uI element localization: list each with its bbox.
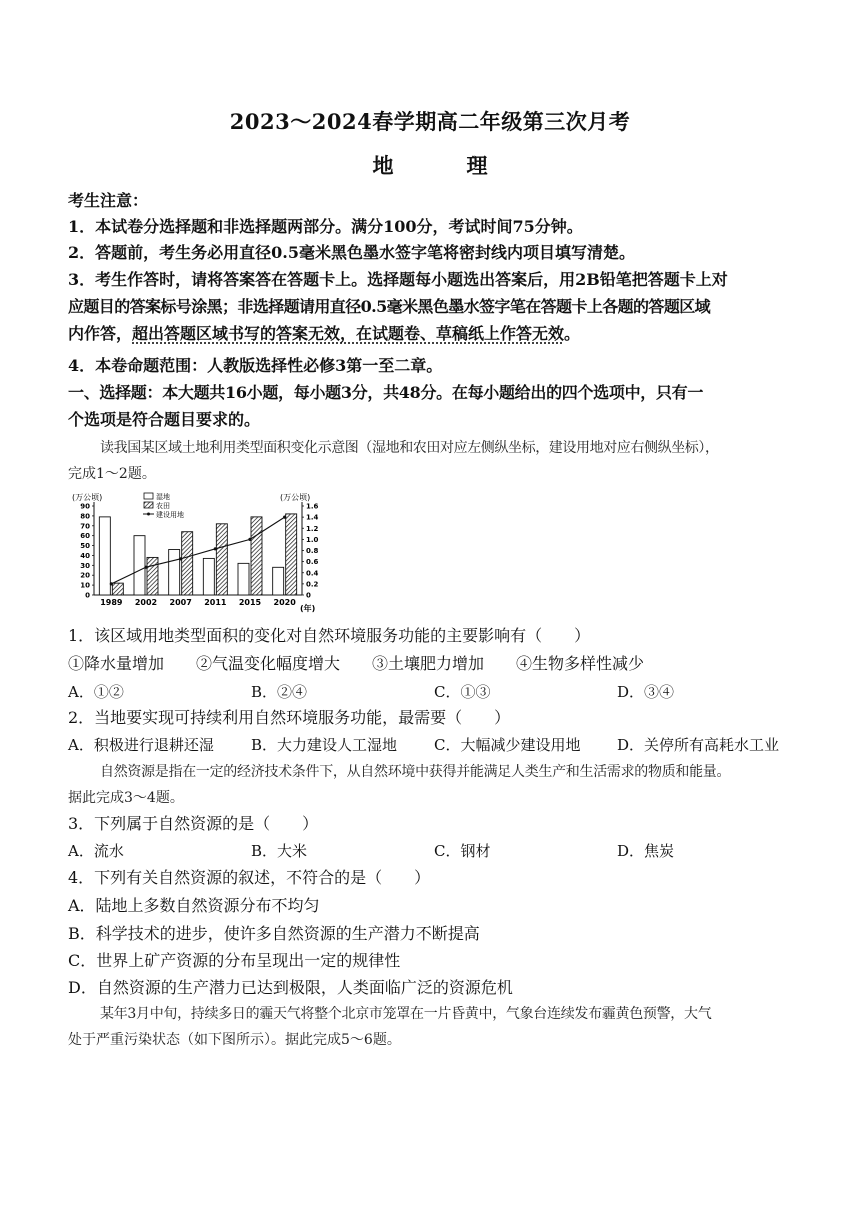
bar-farmland (286, 514, 297, 595)
point-construction (110, 582, 113, 585)
emphasis-text: 超出答题区域书写的答案无效，在试题卷、草稿纸上作答无效 (132, 324, 565, 343)
x-axis-unit: (年) (300, 604, 316, 613)
q3-option-c[interactable]: C．钢材 (434, 842, 491, 860)
q1-stem: 1．该区域用地类型面积的变化对自然环境服务功能的主要影响有（ ） (68, 626, 591, 645)
bar-farmland (251, 517, 262, 595)
right-tick-label: 1.4 (306, 513, 319, 522)
bar-wetland (238, 563, 249, 595)
right-tick-label: 1.0 (306, 535, 319, 544)
q2-option-b[interactable]: B．大力建设人工湿地 (251, 736, 398, 754)
left-tick-label: 50 (80, 542, 90, 551)
x-tick-label: 1989 (100, 598, 123, 607)
point-construction (214, 547, 217, 550)
legend-swatch-farmland (144, 502, 153, 508)
right-tick-label: 0.4 (306, 569, 319, 578)
x-tick-label: 2020 (273, 598, 296, 607)
right-tick-label: 0.2 (306, 580, 319, 589)
left-tick-label: 80 (80, 512, 90, 521)
q3-option-b[interactable]: B．大米 (251, 842, 308, 860)
notice-heading: 考生注意： (68, 191, 149, 210)
left-tick-label: 0 (85, 591, 90, 600)
q4-stem: 4．下列有关自然资源的叙述，不符合的是（ ） (68, 868, 431, 887)
q2-stem: 2．当地要实现可持续利用自然环境服务功能，最需要（ ） (68, 708, 511, 727)
lead-2-line-1: 自然资源是指在一定的经济技术条件下，从自然环境中获得并能满足人类生产和生活需求的物质和能量。 (100, 764, 731, 780)
lead-3-line-1: 某年3月中旬，持续多日的霾天气将整个北京市笼罩在一片昏黄中，气象台连续发布霾黄色预警，大气 (100, 1006, 712, 1022)
q4-option-c[interactable]: C．世界上矿产资源的分布呈现出一定的规律性 (68, 951, 401, 970)
q1-option-a[interactable]: A．①② (68, 683, 124, 701)
right-tick-label: 1.6 (306, 502, 319, 511)
section-heading-2: 个选项是符合题目要求的。 (68, 410, 261, 429)
notice-item-1: 1．本试卷分选择题和非选择题两部分。满分100分，考试时间75分钟。 (68, 217, 583, 236)
bar-wetland (99, 517, 110, 595)
q4-option-d[interactable]: D．自然资源的生产潜力已达到极限，人类面临广泛的资源危机 (68, 978, 513, 997)
lead-1-line-2: 完成1～2题。 (68, 466, 156, 482)
right-tick-label: 0.6 (306, 558, 319, 567)
bar-farmland (112, 583, 123, 595)
subject-title: 地 理 (372, 153, 514, 178)
right-axis-unit: (万公顷) (280, 493, 311, 502)
x-tick-label: 2007 (169, 598, 192, 607)
notice-item-3: 3．考生作答时，请将答案答在答题卡上。选择题每小题选出答案后，用2B铅笔把答题卡上对 (68, 270, 728, 289)
notice-item-4: 4．本卷命题范围：人教版选择性必修3第一至二章。 (68, 356, 443, 375)
exam-title: 2023～2024春学期高二年级第三次月考 (229, 109, 631, 134)
point-construction (283, 516, 286, 519)
q2-option-d[interactable]: D．关停所有高耗水工业 (617, 736, 780, 754)
lead-3-line-2: 处于严重污染状态（如下图所示）。据此完成5～6题。 (68, 1032, 401, 1048)
q1-option-d[interactable]: D．③④ (617, 683, 675, 701)
point-construction (248, 538, 251, 541)
legend-label-farmland: 农田 (156, 502, 170, 510)
left-tick-label: 70 (80, 522, 90, 531)
land-use-chart (68, 490, 330, 615)
legend-swatch-wetland (144, 493, 153, 499)
chart-x-labels (100, 598, 296, 607)
left-axis-unit: (万公顷) (72, 493, 103, 502)
bar-farmland (147, 557, 158, 595)
lead-1-line-1: 读我国某区域土地利用类型面积变化示意图（湿地和农田对应左侧纵坐标，建设用地对应右侧纵坐标）， (100, 440, 719, 456)
q4-option-a[interactable]: A．陆地上多数自然资源分布不均匀 (68, 896, 320, 915)
q3-option-a[interactable]: A．流水 (68, 842, 124, 860)
chart-legend (143, 492, 184, 519)
notice-item-3-cont: 应题目的答案标号涂黑；非选择题请用直径0.5毫米黑色墨水签字笔在答题卡上各题的答题区域 (68, 297, 711, 316)
lead-2-line-2: 据此完成3～4题。 (68, 790, 184, 806)
left-tick-label: 90 (80, 502, 90, 511)
bar-wetland (203, 558, 214, 595)
bar-farmland (216, 524, 227, 595)
left-tick-label: 10 (80, 581, 90, 590)
bar-wetland (169, 550, 180, 595)
q1-option-c[interactable]: C．①③ (434, 683, 491, 701)
point-construction (179, 557, 182, 560)
q2-option-a[interactable]: A．积极进行退耕还湿 (68, 736, 214, 754)
point-construction (144, 566, 147, 569)
notice-item-2: 2．答题前，考生务必用直径0.5毫米黑色墨水签字笔将密封线内项目填写清楚。 (68, 243, 635, 262)
x-tick-label: 2011 (204, 598, 227, 607)
q4-option-b[interactable]: B．科学技术的进步，使许多自然资源的生产潜力不断提高 (68, 924, 480, 943)
q1-choices: ①降水量增加 ②气温变化幅度增大 ③土壤肥力增加 ④生物多样性减少 (68, 654, 645, 673)
left-tick-label: 40 (80, 551, 90, 560)
legend-marker-construction (147, 513, 150, 516)
bar-wetland (273, 567, 284, 595)
notice-item-3-end: 内作答，超出答题区域书写的答案无效，在试题卷、草稿纸上作答无效。 (68, 324, 581, 343)
legend-label-construction: 建设用地 (156, 511, 184, 519)
q1-option-b[interactable]: B．②④ (251, 683, 308, 701)
left-tick-label: 30 (80, 561, 90, 570)
right-tick-label: 0 (306, 591, 311, 600)
right-tick-label: 1.2 (306, 524, 319, 533)
left-tick-label: 60 (80, 532, 90, 541)
q2-option-c[interactable]: C．大幅减少建设用地 (434, 736, 581, 754)
legend-label-wetland: 湿地 (156, 493, 170, 501)
q3-stem: 3．下列属于自然资源的是（ ） (68, 814, 319, 833)
x-tick-label: 2002 (134, 598, 158, 607)
chart-bars (99, 514, 296, 595)
section-heading-1: 一、选择题：本大题共16小题，每小题3分，共48分。在每小题给出的四个选项中，只有一 (68, 383, 704, 402)
x-tick-label: 2015 (238, 598, 262, 607)
bar-farmland (182, 532, 193, 595)
q3-option-d[interactable]: D．焦炭 (617, 842, 675, 860)
right-tick-label: 0.8 (306, 547, 319, 555)
left-tick-label: 20 (80, 571, 90, 580)
bar-wetland (134, 536, 145, 595)
